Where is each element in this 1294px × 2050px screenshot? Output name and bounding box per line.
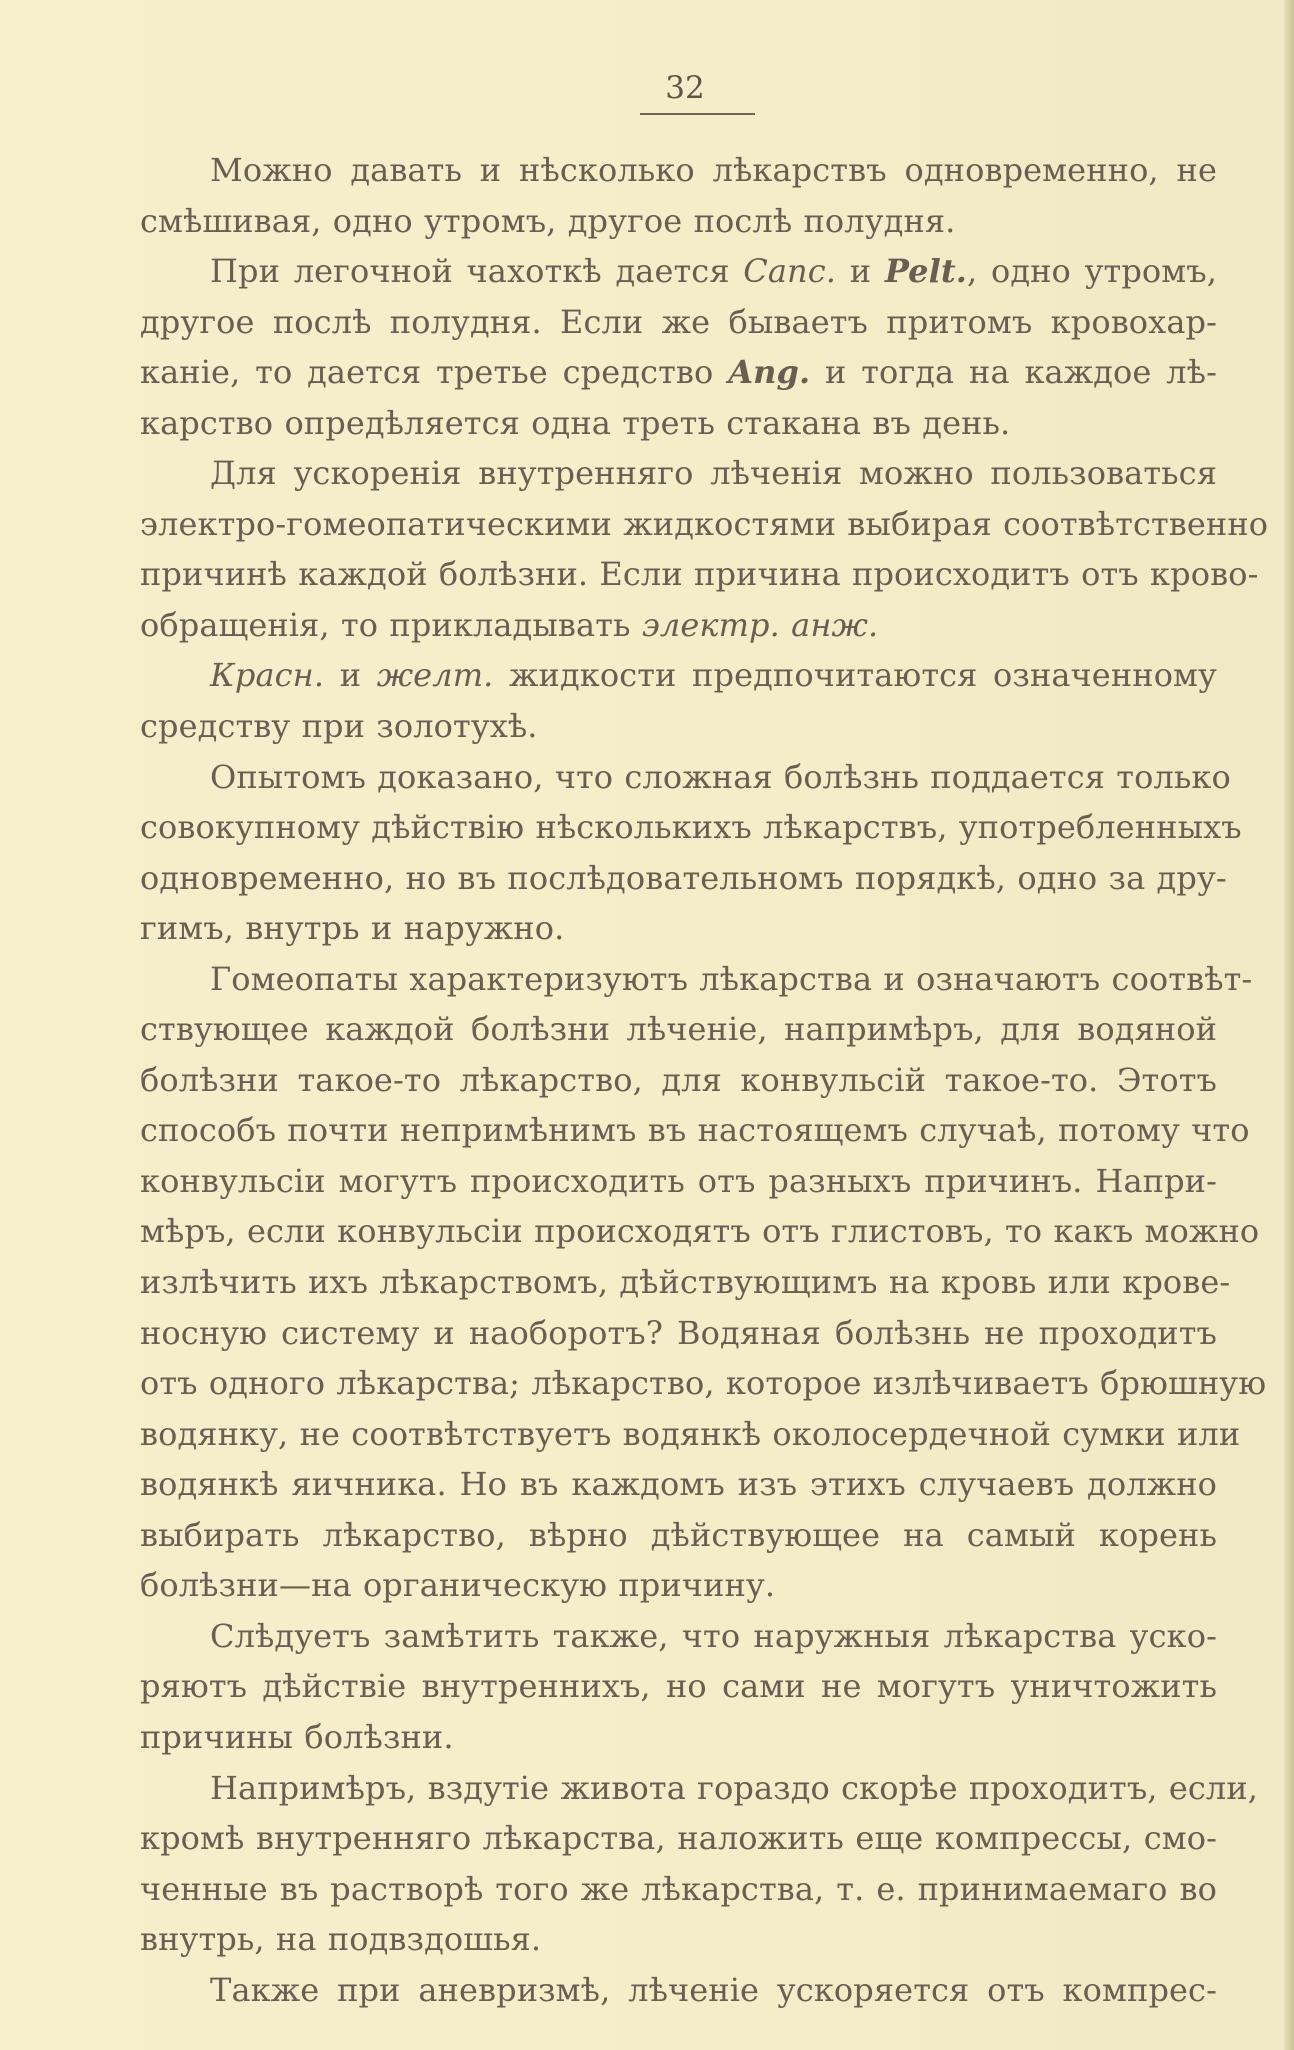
text-line: другое послѣ полудня. Если же бываетъ притомъ кровохар- <box>140 302 1217 341</box>
line-segment: и <box>324 656 377 695</box>
text-line: Напримѣръ, вздутіе живота гораздо скорѣе проходитъ, если, <box>210 1768 1259 1807</box>
text-line: отъ одного лѣкарства; лѣкарство, которое излѣчиваетъ брюшную <box>140 1364 1267 1403</box>
line-segment: и <box>836 252 885 291</box>
text-line: Можно давать и нѣсколько лѣкарствъ одновременно, не <box>210 151 1217 189</box>
remedy-abbreviation: Pelt. <box>884 252 967 291</box>
text-line: ченные въ растворѣ того же лѣкарства, т. е. принимаемаго во <box>140 1869 1217 1908</box>
text-line: причины болѣзни. <box>140 1717 454 1756</box>
text-line: причинѣ каждой болѣзни. Если причина происходитъ отъ крово- <box>140 555 1259 594</box>
line-segment: , одно утромъ, <box>967 252 1217 291</box>
text-line: Гомеопаты характеризуютъ лѣкарства и означаютъ соотвѣт- <box>210 959 1253 998</box>
text-line <box>140 347 1217 398</box>
line-segment: каніе, то дается третье средство <box>140 353 729 392</box>
text-line: выбирать лѣкарство, вѣрно дѣйствующее на самый корень <box>140 1515 1217 1554</box>
remedy-abbreviation: Ang. <box>728 353 811 392</box>
text-line: кромѣ внутренняго лѣкарства, наложить еще компрессы, смо- <box>140 1819 1217 1858</box>
text-line: водянку, не соотвѣтствуетъ водянкѣ околосердечной сумки или <box>140 1414 1241 1453</box>
text-line: одновременно, но въ послѣдовательномъ порядкѣ, одно за дру- <box>140 858 1227 897</box>
text-line: гимъ, внутрь и наружно. <box>140 909 565 948</box>
page-number: 32 <box>665 70 705 106</box>
text-line: средству при золотухѣ. <box>140 707 538 746</box>
text-line <box>140 600 1217 651</box>
text-line: Также при аневризмѣ, лѣченіе ускоряется отъ компрес- <box>210 1970 1217 2009</box>
text-line <box>140 650 1217 701</box>
text-line: способъ почти непримѣнимъ въ настоящемъ случаѣ, потому что <box>140 1111 1250 1150</box>
text-line: болѣзни—на органическую причину. <box>140 1566 776 1605</box>
remedy-abbreviation: Canc. <box>743 252 837 291</box>
text-line: смѣшивая, одно утромъ, другое послѣ полудня. <box>140 201 956 240</box>
line-segment: При легочной чахоткѣ дается <box>210 252 744 291</box>
remedy-abbreviation: электр. анж. <box>641 605 879 644</box>
text-line <box>140 246 1217 297</box>
line-segment: и тогда на каждое лѣ- <box>810 353 1217 392</box>
text-line: болѣзни такое-то лѣкарство, для конвульсій такое-то. Этотъ <box>140 1060 1217 1099</box>
remedy-abbreviation: желт. <box>376 656 494 695</box>
text-line: Слѣдуетъ замѣтить также, что наружныя лѣкарства уско- <box>210 1616 1217 1655</box>
text-line: водянкѣ яичника. Но въ каждомъ изъ этихъ случаевъ должно <box>140 1465 1217 1504</box>
page-edge <box>1284 0 1294 2050</box>
body-text <box>140 145 1269 2015</box>
remedy-abbreviation: Красн. <box>210 656 325 695</box>
text-line: внутрь, на подвздошья. <box>140 1920 542 1959</box>
text-line: ствующее каждой болѣзни лѣченіе, напримѣръ, для водяной <box>140 1010 1217 1049</box>
text-line: совокупному дѣйствію нѣсколькихъ лѣкарствъ, употребленныхъ <box>140 808 1242 847</box>
text-line: Для ускоренія внутренняго лѣченія можно пользоваться <box>210 454 1217 493</box>
text-line: электро-гомеопатическими жидкостями выбирая соотвѣтственно <box>140 504 1269 543</box>
text-line: ряютъ дѣйствіе внутреннихъ, но сами не могутъ уничтожить <box>140 1667 1217 1706</box>
header-rule <box>640 113 755 115</box>
text-line: конвульсіи могутъ происходить отъ разныхъ причинъ. Напри- <box>140 1161 1217 1200</box>
line-segment: жидкости предпочитаются означенному <box>493 656 1217 695</box>
text-line: карство опредѣляется одна треть стакана въ день. <box>140 403 1011 442</box>
text-line: носную систему и наоборотъ? Водяная болѣзнь не проходитъ <box>140 1313 1217 1352</box>
line-segment: обращенія, то прикладывать <box>140 605 642 644</box>
text-line: Опытомъ доказано, что сложная болѣзнь поддается только <box>210 757 1231 796</box>
text-line: мѣръ, если конвульсіи происходятъ отъ глистовъ, то какъ можно <box>140 1212 1260 1251</box>
text-line: излѣчить ихъ лѣкарствомъ, дѣйствующимъ на кровь или крове- <box>140 1263 1231 1302</box>
